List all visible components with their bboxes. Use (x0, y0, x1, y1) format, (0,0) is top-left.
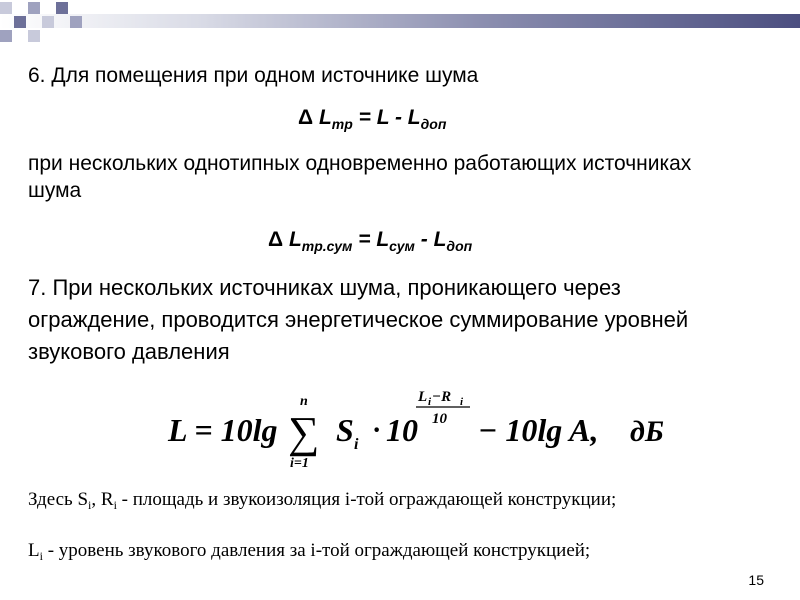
definition-l: $L_i$ - уровень звукового давления за i-той ограждающей конструкцией; (28, 540, 591, 563)
definition-s-r: Здесь $S_i$, $R_i$ - площадь и звукоизоляция i-той ограждающей конструкции; (28, 489, 617, 512)
sum-lower-limit: i=1 (290, 456, 309, 471)
header-checker-pattern (0, 0, 90, 48)
page-number: 15 (748, 572, 764, 588)
exponent-numerator-l: L (418, 389, 428, 405)
exponent-denominator: 10 (432, 411, 447, 427)
formula-energy-summation (160, 385, 680, 475)
exponent-numerator-minus-r: −R (432, 389, 452, 405)
sum-upper-limit: n (300, 394, 308, 409)
formula-lhs: L = 10lg (168, 412, 278, 448)
term-s-subscript: i (354, 436, 359, 453)
exponent-numerator-l-sub: i (428, 396, 432, 408)
multiply-dot: · (372, 415, 382, 446)
multiple-sources-text: при нескольких однотипных одновременно работающих источниках шума (28, 152, 692, 202)
item-7-text: 7. При нескольких источниках шума, проникающего через ограждение, проводится энергетическое суммирование уровней звукового давления (28, 275, 689, 364)
formula-tail: − 10lg A, (478, 412, 599, 448)
term-s: S (336, 412, 354, 448)
exponent-numerator-r-sub: i (460, 396, 464, 408)
base-ten: 10 (386, 412, 418, 448)
item-6-text: 6. Для помещения при одном источнике шума (28, 64, 479, 87)
header-gradient-band (0, 14, 800, 28)
slide-header-decoration (0, 0, 800, 48)
unit-db: дБ (630, 415, 664, 448)
formula-delta-l-tr-sum: Δ $L_{тр.сум} = L_{сум} - L_{доп}$ (268, 228, 473, 254)
formula-delta-l-tr: Δ $L_{тр} = L - L_{доп}$ (298, 106, 447, 132)
sigma-symbol: ∑ (288, 408, 320, 457)
